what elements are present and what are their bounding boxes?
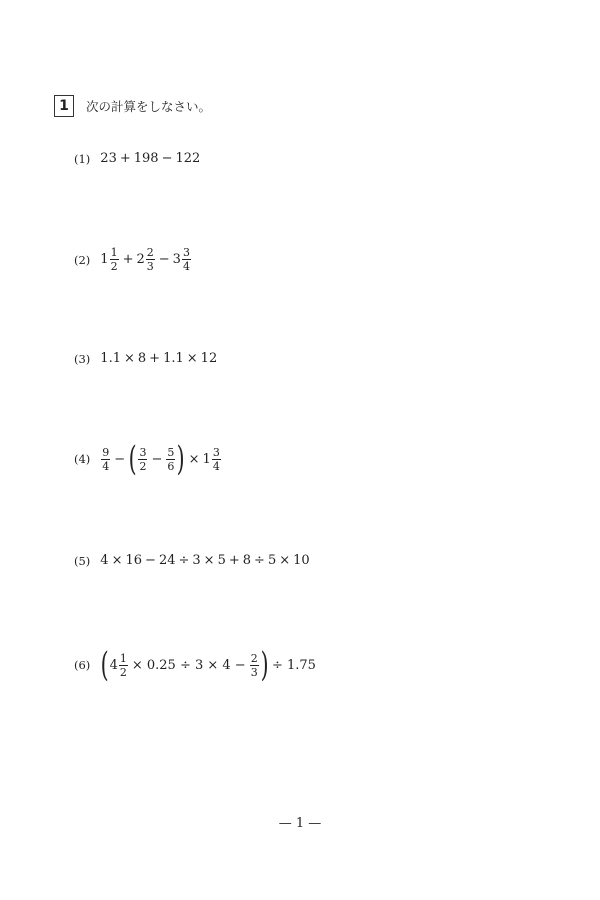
operator: +	[119, 151, 131, 166]
operator: +	[122, 252, 134, 267]
numerator: 2	[250, 651, 258, 665]
fraction	[146, 246, 155, 273]
problem-5	[74, 553, 310, 568]
mixed-number	[136, 246, 155, 273]
operator: −	[114, 451, 126, 467]
mixed-number	[110, 652, 129, 679]
operator: −	[161, 151, 173, 166]
numerator: 3	[182, 246, 190, 259]
problem-4	[74, 439, 222, 479]
question-header	[54, 95, 211, 117]
page-number: — 1 —	[278, 816, 322, 831]
denominator: 3	[146, 260, 154, 273]
fraction	[119, 652, 128, 679]
operator: ×	[279, 553, 291, 568]
fraction	[138, 446, 147, 473]
operator: ×	[188, 451, 200, 467]
denominator: 4	[182, 260, 190, 273]
whole-part: 1	[202, 451, 211, 467]
problem-5-expression	[100, 553, 309, 568]
numerator: 2	[146, 246, 154, 259]
numerator: 1	[110, 246, 118, 259]
term: 122	[175, 151, 201, 166]
operator: ×	[123, 351, 135, 366]
term: 3	[192, 553, 201, 568]
operator: ×	[111, 553, 123, 568]
numerator: 3	[139, 445, 147, 459]
denominator: 2	[139, 459, 147, 473]
denominator: 3	[250, 665, 258, 679]
left-parenthesis: (	[128, 439, 137, 479]
right-parenthesis: )	[177, 439, 185, 479]
problem-1	[74, 151, 200, 166]
term: 1.1	[163, 351, 184, 366]
term: 5	[267, 553, 277, 568]
expression-tail: ÷ 1.75	[271, 657, 316, 673]
denominator: 6	[167, 459, 175, 473]
term: 4	[100, 553, 109, 568]
operator: +	[228, 553, 240, 568]
problem-2-expression	[100, 246, 192, 273]
problem-1-label: (1)	[74, 151, 91, 166]
operator: +	[149, 351, 161, 366]
fraction	[182, 246, 191, 273]
fraction	[110, 246, 119, 273]
denominator: 2	[119, 665, 127, 679]
term: 5	[217, 553, 226, 568]
operator: −	[158, 252, 170, 267]
operator: ×	[186, 351, 198, 366]
problem-2-label: (2)	[74, 252, 91, 267]
term: 1.1	[100, 351, 121, 366]
whole-part: 2	[136, 252, 145, 267]
problem-5-label: (5)	[74, 553, 91, 568]
instruction-text: 次の計算をしなさい。	[86, 99, 212, 114]
left-parenthesis: (	[100, 645, 109, 685]
problem-3-label: (3)	[74, 351, 91, 366]
whole-part: 4	[109, 657, 118, 673]
question-number: 1	[54, 95, 74, 117]
whole-part: 1	[100, 252, 109, 267]
whole-part: 3	[172, 252, 181, 267]
problem-2	[74, 246, 192, 273]
operator: ÷	[178, 553, 190, 568]
term: 16	[125, 553, 143, 568]
term: 12	[200, 351, 218, 366]
term: 10	[293, 553, 310, 568]
numerator: 5	[167, 445, 175, 459]
term: 198	[133, 151, 159, 166]
operator: ×	[203, 553, 215, 568]
operator: −	[145, 553, 156, 568]
numerator: 1	[119, 651, 127, 665]
expression-middle: × 0.25 ÷ 3 × 4 −	[131, 657, 246, 673]
right-parenthesis: )	[260, 645, 269, 685]
problem-6-expression	[100, 645, 319, 685]
operator: −	[151, 451, 163, 467]
fraction	[101, 446, 110, 473]
term: 8	[137, 351, 147, 366]
problem-1-expression	[100, 151, 200, 166]
fraction	[166, 446, 175, 473]
problem-6-label: (6)	[74, 658, 91, 672]
denominator: 4	[102, 459, 110, 473]
problem-3	[74, 351, 217, 366]
term: 8	[242, 553, 252, 568]
problem-4-expression	[100, 439, 222, 479]
problem-6	[74, 645, 319, 685]
operator: ÷	[254, 553, 265, 568]
problem-3-expression	[100, 351, 217, 366]
mixed-number	[173, 246, 192, 273]
term: 24	[158, 553, 176, 568]
fraction	[212, 446, 221, 473]
fraction	[250, 652, 259, 679]
numerator: 9	[102, 445, 110, 459]
mixed-number	[100, 246, 119, 273]
mixed-number	[203, 446, 222, 473]
numerator: 3	[212, 445, 220, 459]
denominator: 2	[110, 260, 118, 273]
problem-4-label: (4)	[74, 452, 91, 466]
denominator: 4	[212, 459, 220, 473]
term: 23	[100, 151, 117, 166]
